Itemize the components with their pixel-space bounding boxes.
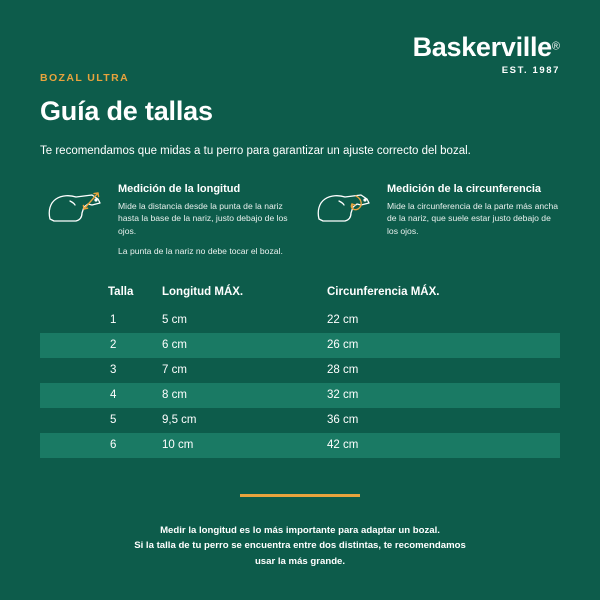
cell-length: 8 cm <box>162 389 187 402</box>
divider <box>240 494 360 497</box>
cell-length: 6 cm <box>162 339 187 352</box>
measurement-circumference-desc-1: Mide la circunferencia de la parte más ancha de la nariz, que suele estar justo debajo de los ojos. <box>387 201 559 236</box>
product-eyebrow: BOZAL ULTRA <box>40 72 130 84</box>
cell-circumference: 26 cm <box>327 339 359 352</box>
registered-mark: ® <box>551 40 560 53</box>
page-subtitle: Te recomendamos que midas a tu perro para garantizar un ajuste correcto del bozal. <box>40 145 471 157</box>
cell-length: 10 cm <box>162 439 194 452</box>
table-row <box>40 433 560 458</box>
measurement-length-desc-1: Mide la distancia desde la punta de la nariz hasta la base de la nariz, justo debajo de los ojos. <box>118 201 288 236</box>
measurement-length-desc-2: La punta de la nariz no debe tocar el bozal. <box>118 246 283 257</box>
cell-circumference: 42 cm <box>327 439 359 452</box>
cell-circumference: 22 cm <box>327 314 359 327</box>
cell-length: 9,5 cm <box>162 414 197 427</box>
cell-size: 1 <box>110 314 117 327</box>
cell-circumference: 36 cm <box>327 414 359 427</box>
page-title: Guía de tallas <box>40 96 213 126</box>
brand-name: Baskerville <box>412 32 552 62</box>
table-row <box>40 358 560 383</box>
brand-logo <box>413 34 560 76</box>
brand-name-wrap <box>413 34 560 61</box>
cell-size: 5 <box>110 414 117 427</box>
cell-size: 3 <box>110 364 117 377</box>
measurement-length-text <box>118 183 291 258</box>
cell-circumference: 28 cm <box>327 364 359 377</box>
cell-size: 2 <box>110 339 117 352</box>
table-header-row <box>40 286 560 308</box>
table-row <box>40 333 560 358</box>
size-table <box>40 286 560 458</box>
column-header-size: Talla <box>108 285 134 298</box>
cell-length: 7 cm <box>162 364 187 377</box>
footer-line-1: Medir la longitud es lo más importante para adaptar un bozal. <box>160 524 440 536</box>
measurement-length <box>40 183 291 258</box>
column-header-circumference: Circunferencia MÁX. <box>327 285 440 298</box>
column-header-length: Longitud MÁX. <box>162 285 244 298</box>
table-row <box>40 308 560 333</box>
brand-established: EST. 1987 <box>501 65 560 76</box>
table-row <box>40 408 560 433</box>
measurement-circumference-text <box>387 183 560 258</box>
dog-head-length-icon <box>40 183 108 258</box>
dog-head-circumference-icon <box>309 183 377 258</box>
footer-line-2: Si la talla de tu perro se encuentra entre dos distintas, te recomendamos <box>134 540 466 552</box>
cell-length: 5 cm <box>162 314 187 327</box>
cell-circumference: 32 cm <box>327 389 359 402</box>
measurement-circumference-title: Medición de la circunferencia <box>387 183 542 195</box>
footer-line-3: usar la más grande. <box>254 555 346 567</box>
footer-note <box>40 523 560 569</box>
measurement-instructions <box>40 183 560 258</box>
cell-size: 6 <box>110 439 117 452</box>
table-row <box>40 383 560 408</box>
measurement-circumference <box>309 183 560 258</box>
cell-size: 4 <box>110 389 117 402</box>
measurement-length-title: Medición de la longitud <box>118 183 241 195</box>
